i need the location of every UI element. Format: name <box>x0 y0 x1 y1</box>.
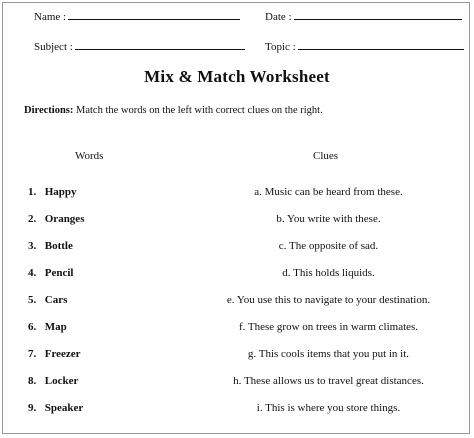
word-text: Oranges <box>44 213 85 225</box>
name-label: Name : <box>34 11 67 23</box>
word-number: 5. <box>28 294 37 306</box>
word-entry <box>28 321 67 333</box>
words-column-header: Words <box>75 150 104 162</box>
clue-text: d. This holds liquids. <box>282 267 375 279</box>
name-line <box>68 8 240 20</box>
clue-text: a. Music can be heard from these. <box>254 186 403 198</box>
list-item <box>0 213 474 240</box>
word-text: Bottle <box>44 240 73 252</box>
clue-text: i. This is where you store things. <box>256 402 401 414</box>
word-entry <box>28 402 83 414</box>
word-number: 7. <box>28 348 37 360</box>
topic-line <box>298 38 464 50</box>
directions-label: Directions: <box>24 105 74 116</box>
word-text: Cars <box>44 294 68 306</box>
word-entry <box>28 240 73 252</box>
clues-column-header: Clues <box>313 150 339 162</box>
list-item <box>0 240 474 267</box>
word-number: 3. <box>28 240 37 252</box>
word-number: 9. <box>28 402 37 414</box>
list-item <box>0 402 474 429</box>
clue-text: g. This cools items that you put in it. <box>247 348 410 360</box>
directions <box>24 105 323 116</box>
match-list <box>0 186 474 429</box>
clue-text: b. You write with these. <box>276 213 381 225</box>
clue-text: c. The opposite of sad. <box>278 240 379 252</box>
word-text: Map <box>44 321 67 333</box>
word-text: Speaker <box>44 402 84 414</box>
list-item <box>0 267 474 294</box>
word-entry <box>28 294 67 306</box>
word-number: 1. <box>28 186 37 198</box>
name-field <box>34 8 240 24</box>
subject-line <box>75 38 245 50</box>
word-entry <box>28 213 84 225</box>
list-item <box>0 321 474 348</box>
topic-field <box>265 38 464 54</box>
topic-label: Topic : <box>265 41 296 53</box>
word-entry <box>28 348 81 360</box>
word-number: 4. <box>28 267 37 279</box>
clue-text: f. These grow on trees in warm climates. <box>238 321 419 333</box>
subject-label: Subject : <box>34 41 73 53</box>
subject-field <box>34 38 245 54</box>
list-item <box>0 348 474 375</box>
clue-text: e. You use this to navigate to your destination. <box>226 294 431 306</box>
date-label: Date : <box>265 11 292 23</box>
list-item <box>0 375 474 402</box>
word-text: Freezer <box>44 348 81 360</box>
word-entry <box>28 186 77 198</box>
list-item <box>0 186 474 213</box>
worksheet-title: Mix & Match Worksheet <box>144 67 330 86</box>
word-number: 6. <box>28 321 37 333</box>
word-number: 2. <box>28 213 37 225</box>
word-entry <box>28 267 73 279</box>
word-entry <box>28 375 78 387</box>
date-line <box>294 8 462 20</box>
clue-text: h. These allows us to travel great distances. <box>233 375 424 387</box>
word-number: 8. <box>28 375 37 387</box>
word-text: Pencil <box>44 267 74 279</box>
date-field <box>265 8 462 24</box>
word-text: Happy <box>44 186 77 198</box>
word-text: Locker <box>44 375 79 387</box>
directions-text: Match the words on the left with correct clues on the right. <box>73 105 323 116</box>
list-item <box>0 294 474 321</box>
